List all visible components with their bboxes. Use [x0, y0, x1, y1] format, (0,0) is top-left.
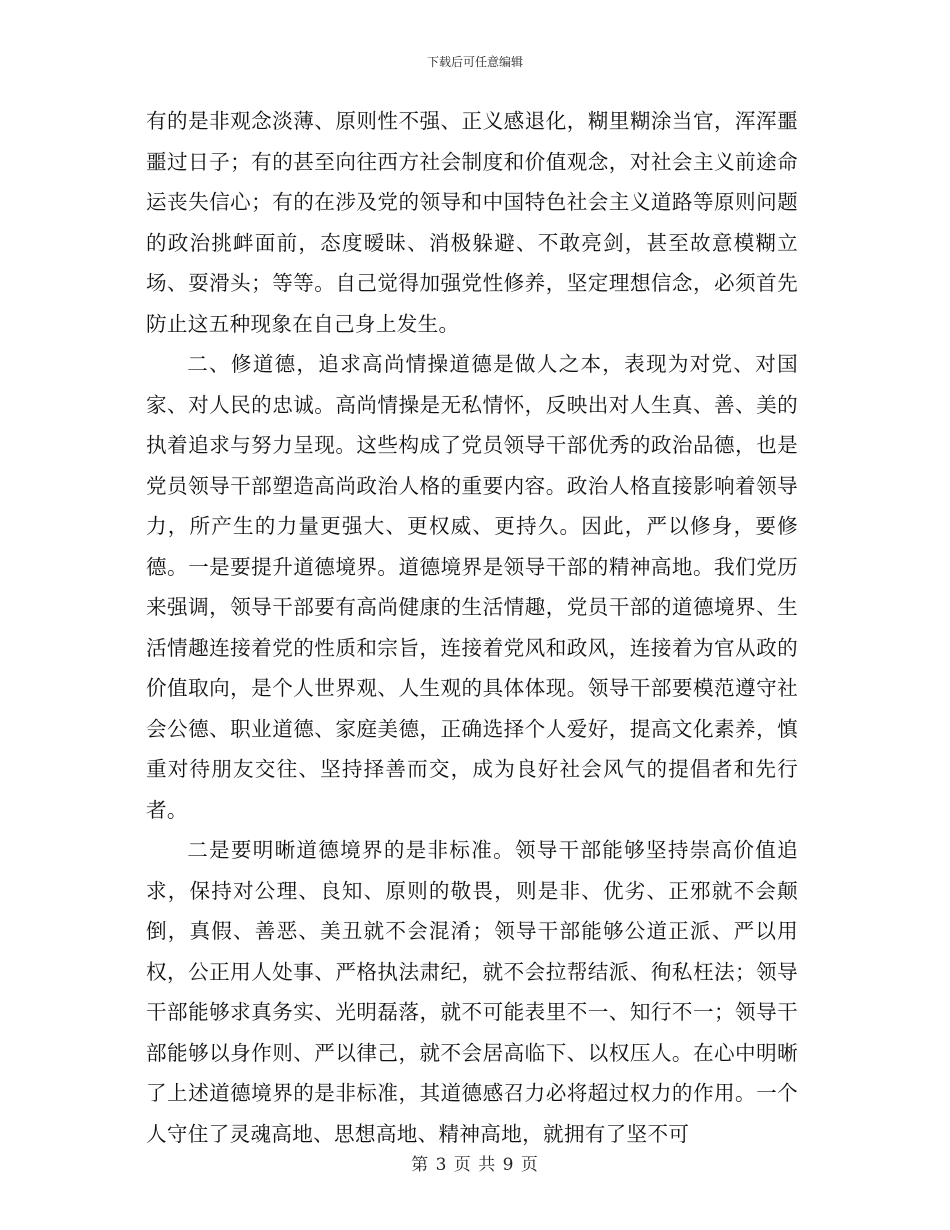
paragraph-continuation: 有的是非观念淡薄、原则性不强、正义感退化，糊里糊涂当官，浑浑噩噩过日子；有的甚至向往西方社会制度和价值观念，对社会主义前途命运丧失信心；有的在涉及党的领导和中国特色社会主义道路等原则问题的政治挑衅面前，态度暧昧、消极躲避、不敢亮剑，甚至故意模糊立场、耍滑头；等等。自己觉得加强党性修养，坚定理想信念，必须首先防止这五种现象在自己身上发生。 [146, 109, 798, 336]
paragraph-moral-standards: 二是要明晰道德境界的是非标准。领导干部能够坚持崇高价值追求，保持对公理、良知、原则的敬畏，则是非、优劣、正邪就不会颠倒，真假、善恶、美丑就不会混淆；领导干部能够公道正派、严以用权，公正用人处事、严格执法肃纪，就不会拉帮结派、徇私枉法；领导干部能够求真务实、光明磊落，就不可能表里不一、知行不一；领导干部能够以身作则、严以律己，就不会居高临下、以权压人。在心中明晰了上述道德境界的是非标准，其道德感召力必将超过权力的作用。一个人守住了灵魂高地、思想高地、精神高地，就拥有了坚不可 [146, 838, 798, 1146]
document-body [146, 101, 798, 1154]
page-header: 下载后可任意编辑 [426, 55, 523, 69]
page-footer: 第 3 页 共 9 页 [411, 1155, 539, 1175]
paragraph-moral-cultivation: 二、修道德，追求高尚情操道德是做人之本，表现为对党、对国家、对人民的忠诚。高尚情操是无私情怀，反映出对人生真、善、美的执着追求与努力呈现。这些构成了党员领导干部优秀的政治品德，也是党员领导干部塑造高尚政治人格的重要内容。政治人格直接影响着领导力，所产生的力量更强大、更权威、更持久。因此，严以修身，要修德。一是要提升道德境界。道德境界是领导干部的精神高地。我们党历来强调，领导干部要有高尚健康的生活情趣，党员干部的道德境界、生活情趣连接着党的性质和宗旨，连接着党风和政风，连接着为官从政的价值取向，是个人世界观、人生观的具体体现。领导干部要模范遵守社会公德、职业道德、家庭美德，正确选择个人爱好，提高文化素养，慎重对待朋友交往、坚持择善而交，成为良好社会风气的提倡者和先行者。 [146, 352, 798, 822]
